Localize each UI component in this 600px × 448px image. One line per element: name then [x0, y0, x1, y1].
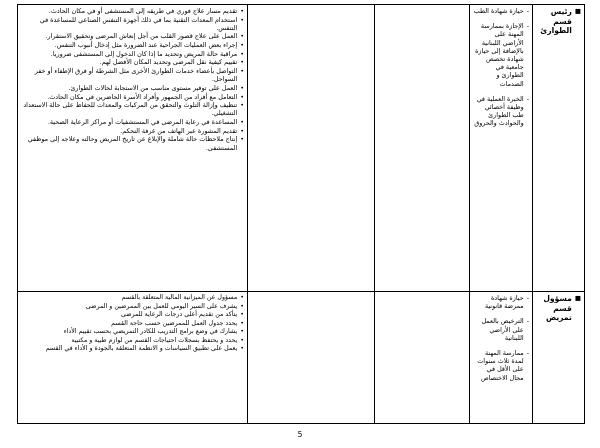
- table-row-emergency-head: [18, 5, 585, 292]
- task-item: • المساعدة في رعاية المرضى في المستشفيات أو مراكز الرعاية الصحية.: [47, 118, 244, 127]
- qualifications-cell: [470, 292, 533, 424]
- task-item: • يحدد جدول العمل للممرضين حسب حاجة القسم: [111, 319, 244, 327]
- qualifications-list: [473, 294, 529, 382]
- empty-cell: [375, 5, 470, 292]
- bullet-icon: •: [240, 302, 244, 310]
- task-item: • تقييم كيفية نقل المرضى وتحديد المكان الأفضل لهم.: [99, 58, 244, 67]
- qualifications-cell: [470, 5, 533, 292]
- bullet-icon: •: [240, 101, 244, 110]
- task-item: • إجراء بعض العمليات الجراحية عند الضرورة مثل إدخال أنبوب التنفس.: [54, 41, 244, 50]
- qualification-item: - الإجازة بممارسة المهنة على الأراضي اللبنانية بالإضافة إلى حيازة شهادة تخصص جامعية في الطوارئ و الصدمات: [475, 22, 529, 88]
- square-bullet-icon: ■: [574, 294, 581, 302]
- table-row-nursing-head: [18, 292, 585, 424]
- job-description-table: [17, 4, 585, 424]
- task-item: • إنتاج ملاحظات حالة شاملة والإبلاغ عن تاريخ المريض وحالته وعلاجه إلى موظفي المستشفى.: [27, 135, 244, 152]
- empty-cell: [248, 292, 375, 424]
- task-item: • العمل على توفير مستوى مناسب من الاستجابة لحالات الطوارئ.: [68, 83, 244, 92]
- bullet-icon: •: [240, 7, 244, 15]
- bullet-icon: •: [240, 32, 244, 41]
- bullet-icon: •: [240, 41, 244, 50]
- bullet-icon: -: [526, 22, 529, 31]
- square-bullet-icon: ■: [574, 7, 581, 15]
- qualifications-list: [473, 7, 529, 128]
- bullet-icon: •: [240, 118, 244, 127]
- bullet-icon: •: [240, 67, 244, 76]
- bullet-icon: -: [526, 7, 529, 15]
- role-title-text: مسؤول قسم تمريض: [543, 294, 572, 322]
- bullet-icon: •: [240, 58, 244, 67]
- tasks-cell: [18, 5, 248, 292]
- qualification-item: - حيازة شهادة ممرضة قانونية: [484, 294, 529, 311]
- empty-cell: [248, 5, 375, 292]
- qualification-item: - الخبرة العملية في وظيفة أخصائي طب الطوارئ والحوادث والحروق: [474, 94, 529, 128]
- bullet-icon: •: [240, 92, 244, 101]
- task-item: • تقديم المشورة عبر الهاتف من غرفة التحكم.: [120, 126, 244, 135]
- bullet-icon: •: [240, 328, 244, 336]
- task-item: • العمل على علاج قصور القلب من أجل إنعاش المرضى وتحقيق الاستقرار.: [45, 32, 244, 41]
- bullet-icon: •: [240, 15, 244, 24]
- bullet-icon: •: [240, 311, 244, 319]
- qualification-item: - الترخيص بالعمل على الأراضي اللبنانية: [481, 317, 529, 342]
- role-cell: [533, 292, 585, 424]
- task-item: • يتأكد من تقديم أعلى درجات الرعاية للمرضى: [120, 311, 244, 319]
- role-title: [536, 294, 581, 323]
- bullet-icon: -: [526, 317, 529, 326]
- task-item: • التعامل مع أفراد من الجمهور وأفراد الأسرة الحاضرين في مكان الحادث.: [47, 92, 244, 101]
- task-item: • يشارك في وضع برامج التدريب للكادر التمريضي بحسب تقييم الأداء: [63, 328, 244, 336]
- role-title: [536, 7, 581, 36]
- page-number: 5: [297, 430, 303, 439]
- bullet-icon: •: [240, 126, 244, 135]
- tasks-cell: [18, 292, 248, 424]
- bullet-icon: -: [526, 349, 529, 358]
- task-item: • يحدد و يحتفظ بسجلات احتياجات القسم من لوازم طبية و مكتبية: [71, 336, 244, 344]
- task-item: • تنظيف وإزالة التلوث والتحقق من المركبات والمعدات للحفاظ على حالة الاستعداد التشغيلي.: [23, 101, 244, 118]
- bullet-icon: •: [240, 319, 244, 327]
- qualification-item: - حيازة شهادة الطب: [473, 7, 529, 15]
- tasks-list: [21, 294, 244, 353]
- task-item: • يشرف على السير اليومي للعمل بين الممرضين و المرضى: [85, 302, 244, 310]
- role-cell: [533, 5, 585, 292]
- task-item: • تقديم مسار علاج فوري في طريقه إلى المستشفى أو في مكان الحادث.: [48, 7, 244, 15]
- bullet-icon: •: [240, 49, 244, 58]
- bullet-icon: •: [240, 336, 244, 344]
- tasks-list: [21, 7, 244, 152]
- task-item: • استخدام المعدات التقنية بما في ذلك أجهزة التنفس الصناعي للمساعدة في التنفس.: [39, 15, 244, 32]
- qualification-item: - ممارسة المهنة لمدة ثلاث سنوات على الأقل في مجال الاختصاص: [477, 349, 529, 382]
- bullet-icon: •: [240, 83, 244, 92]
- task-item: • التواصل بأعضاء خدمات الطوارئ الأخرى مثل الشرطة أو فرق الإطفاء أو خفر السواحل.: [34, 67, 244, 84]
- empty-cell: [375, 292, 470, 424]
- bullet-icon: •: [240, 135, 244, 144]
- bullet-icon: -: [526, 94, 529, 103]
- task-item: • يعمل على تطبيق السياسات و الانظمة المتعلقة بالجودة و الأداء في القسم: [45, 345, 244, 353]
- bullet-icon: •: [240, 345, 244, 353]
- bullet-icon: •: [240, 294, 244, 301]
- task-item: • مسؤول عن الميزانية المالية المتعلقة بالقسم: [121, 294, 244, 301]
- role-title-text: رئيس قسم الطوارئ: [540, 7, 572, 35]
- task-item: • مراقبة حالة المريض وتحديد ما إذا كان الدخول إلى المستشفى ضروريا.: [50, 49, 244, 58]
- bullet-icon: -: [526, 294, 529, 302]
